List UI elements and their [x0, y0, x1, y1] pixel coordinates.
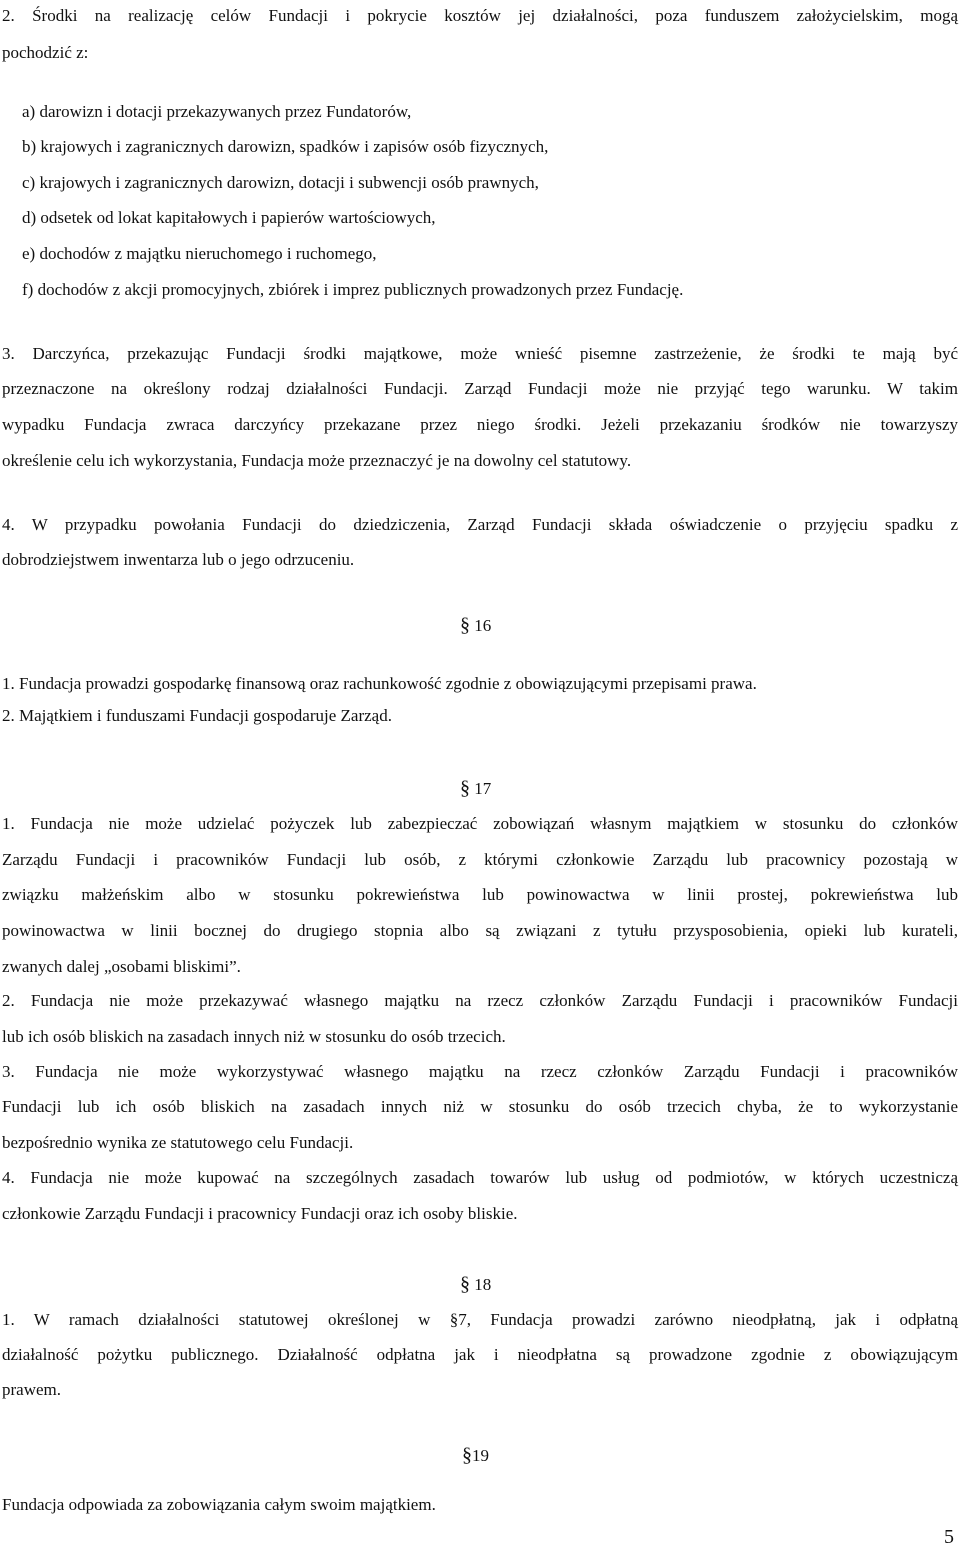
section-heading-16	[460, 614, 491, 637]
paragraph-line: dobrodziejstwem inwentarza lub o jego odrzuceniu.	[2, 550, 355, 569]
section-heading-17	[460, 777, 491, 800]
section-number: 18	[474, 1275, 492, 1294]
paragraph-line: 4. W przypadku powołania Fundacji do dziedziczenia, Zarząd Fundacji składa oświadczenie o przyjęciu spadku z	[2, 515, 958, 534]
paragraph-line: działalność pożytku publicznego. Działalność odpłatna jak i nieodpłatna są prowadzone zgodnie z obowiązującym	[2, 1345, 958, 1364]
section-mark: §	[460, 614, 470, 636]
paragraph-line: lub ich osób bliskich na zasadach innych niż w stosunku do osób trzecich.	[2, 1027, 506, 1046]
paragraph-line: wypadku Fundacja zwraca darczyńcy przekazane przez niego środki. Jeżeli przekazaniu środków nie towarzyszy	[2, 415, 958, 434]
section-mark: §	[460, 1273, 470, 1295]
paragraph-line: członkowie Zarządu Fundacji i pracownicy Fundacji oraz ich osoby bliskie.	[2, 1204, 518, 1223]
list-item: c) krajowych i zagranicznych darowizn, dotacji i subwencji osób prawnych,	[22, 173, 539, 192]
paragraph-line: 4. Fundacja nie może kupować na szczególnych zasadach towarów lub usług od podmiotów, w których uczestniczą	[2, 1168, 958, 1187]
paragraph-line: 1. Fundacja prowadzi gospodarkę finansową oraz rachunkowość zgodnie z obowiązującymi przepisami prawa.	[2, 674, 757, 693]
paragraph-line: zwanych dalej „osobami bliskimi”.	[2, 957, 241, 976]
paragraph-line: Fundacja odpowiada za zobowiązania całym swoim majątkiem.	[2, 1495, 436, 1514]
paragraph-line: prawem.	[2, 1380, 62, 1399]
paragraph-line: bezpośrednio wynika ze statutowego celu Fundacji.	[2, 1133, 354, 1152]
paragraph-line: 1. Fundacja nie może udzielać pożyczek lub zabezpieczać zobowiązań własnym majątkiem w stosunku do członków	[2, 814, 958, 833]
list-item: f) dochodów z akcji promocyjnych, zbiórek i imprez publicznych prowadzonych przez Fundację.	[22, 280, 684, 299]
page-number: 5	[944, 1526, 954, 1548]
section-number: 19	[472, 1446, 489, 1465]
section-mark: §	[460, 777, 470, 799]
list-item: a) darowizn i dotacji przekazywanych przez Fundatorów,	[22, 102, 412, 121]
section-number: 17	[474, 779, 492, 798]
paragraph-line: 3. Fundacja nie może wykorzystywać własnego majątku na rzecz członków Zarządu Fundacji i pracowników	[2, 1062, 958, 1081]
paragraph-line: określenie celu ich wykorzystania, Fundacja może przeznaczyć je na dowolny cel statutowy.	[2, 451, 632, 470]
paragraph-line: powinowactwa w linii bocznej do drugiego stopnia albo są związani z tytułu przysposobienia, opieki lub kurateli,	[2, 921, 958, 940]
paragraph-line: związku małżeńskim albo w stosunku pokrewieństwa lub powinowactwa w linii prostej, pokrewieństwa lub	[2, 885, 958, 904]
paragraph-line: przeznaczone na określony rodzaj działalności Fundacji. Zarząd Fundacji może nie przyjąć tego warunku. W takim	[2, 379, 958, 398]
section-heading-18	[460, 1273, 491, 1296]
list-item: b) krajowych i zagranicznych darowizn, spadków i zapisów osób fizycznych,	[22, 137, 549, 156]
list-item: e) dochodów z majątku nieruchomego i ruchomego,	[22, 244, 377, 263]
paragraph-line: 2. Fundacja nie może przekazywać własnego majątku na rzecz członków Zarządu Fundacji i pracowników Fundacji	[2, 991, 958, 1010]
section-mark: §	[462, 1444, 472, 1466]
section-heading-19	[462, 1444, 489, 1467]
section-number: 16	[474, 616, 492, 635]
list-item: d) odsetek od lokat kapitałowych i papierów wartościowych,	[22, 208, 436, 227]
paragraph-line: Zarządu Fundacji i pracowników Fundacji lub osób, z którymi członkowie Zarządu lub pracownicy pozostają w	[2, 850, 958, 869]
paragraph-line: 2. Środki na realizację celów Fundacji i pokrycie kosztów jej działalności, poza funduszem założycielskim, mogą	[2, 6, 958, 25]
paragraph-line: 1. W ramach działalności statutowej określonej w §7, Fundacja prowadzi zarówno nieodpłatną, jak i odpłatną	[2, 1310, 958, 1329]
paragraph-line: 2. Majątkiem i funduszami Fundacji gospodaruje Zarząd.	[2, 706, 392, 725]
paragraph-line: pochodzić z:	[2, 43, 89, 62]
paragraph-line: 3. Darczyńca, przekazując Fundacji środki majątkowe, może wnieść pisemne zastrzeżenie, że środki te mają być	[2, 344, 958, 363]
paragraph-line: Fundacji lub ich osób bliskich na zasadach innych niż w stosunku do osób trzecich chyba, że to wykorzystanie	[2, 1097, 958, 1116]
